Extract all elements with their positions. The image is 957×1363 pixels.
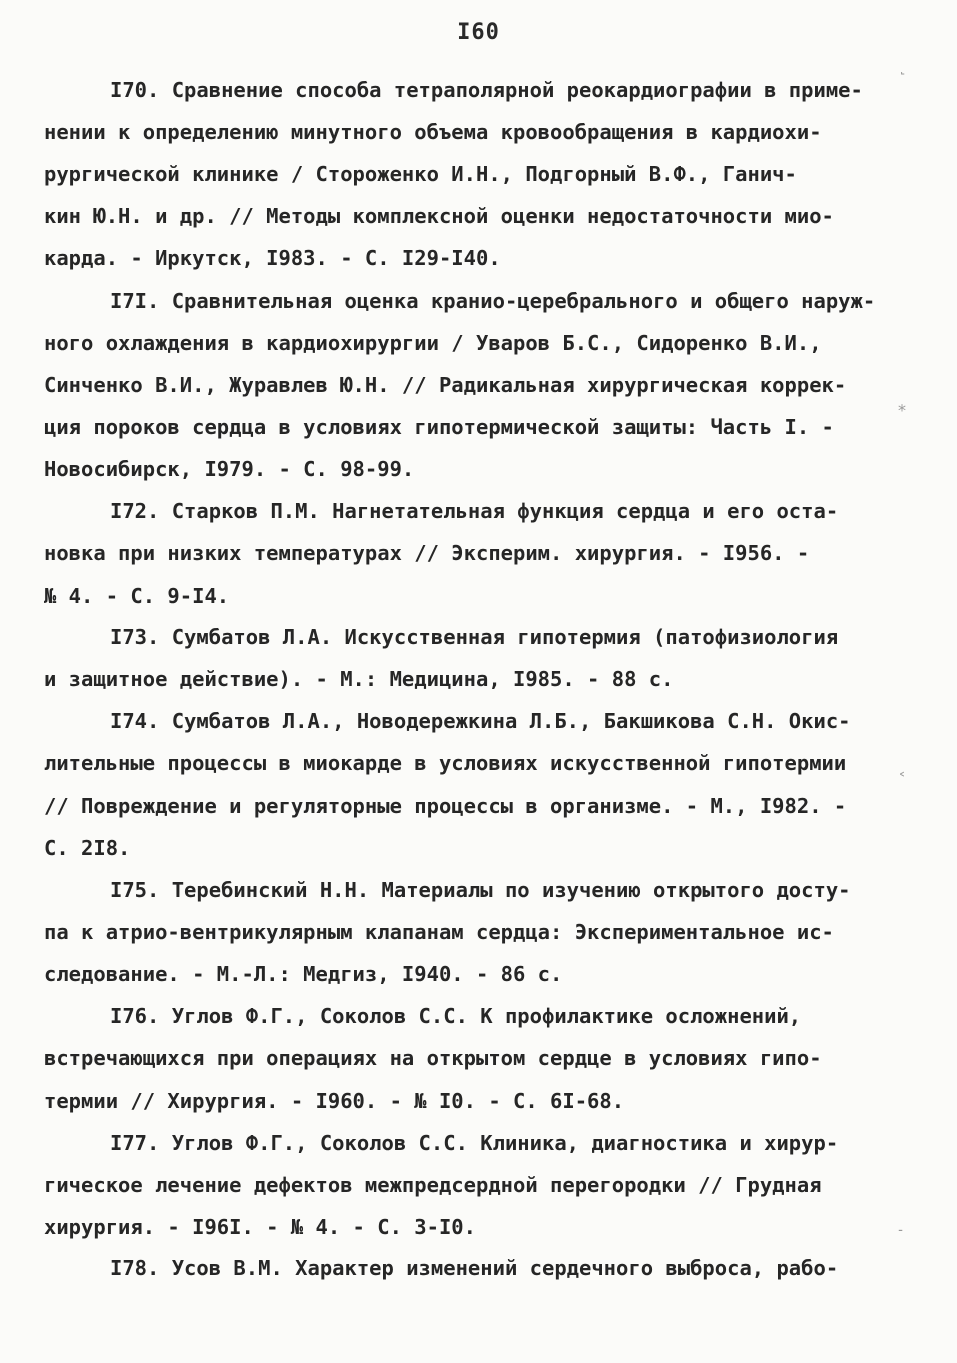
reference-line: I72. Старков П.М. Нагнетательная функция сердца и его оста- (110, 499, 839, 523)
reference-line: рургической клинике / Стороженко И.Н., Подгорный В.Ф., Ганич- (44, 162, 797, 186)
margin-mark-icon: ˂ (898, 770, 906, 789)
reference-line: I70. Сравнение способа тетраполярной реокардиографии в приме- (110, 78, 863, 102)
reference-line: следование. - М.-Л.: Медгиз, I940. - 86 с. (44, 962, 563, 986)
reference-line: // Повреждение и регуляторные процессы в организме. - М., I982. - (44, 794, 847, 818)
reference-line: лительные процессы в миокарде в условиях искусственной гипотермии (44, 751, 847, 775)
reference-line: № 4. - С. 9-I4. (44, 584, 230, 608)
reference-line: и защитное действие). - М.: Медицина, I985. - 88 с. (44, 667, 674, 691)
reference-line: I78. Усов В.М. Характер изменений сердечного выброса, рабо- (110, 1256, 839, 1280)
reference-line: ного охлаждения в кардиохирургии / Уваров Б.С., Сидоренко В.И., (44, 331, 822, 355)
reference-line: I75. Теребинский Н.Н. Материалы по изучению открытого досту- (110, 878, 851, 902)
reference-line: С. 2I8. (44, 836, 131, 860)
margin-mark-icon: ˗ (898, 1220, 904, 1239)
reference-line: гическое лечение дефектов межпредсердной перегородки // Грудная (44, 1173, 822, 1197)
margin-mark-icon: ⁎ (898, 396, 906, 415)
reference-line: карда. - Иркутск, I983. - С. I29-I40. (44, 246, 501, 270)
reference-line: встречающихся при операциях на открытом сердце в условиях гипо- (44, 1046, 822, 1070)
reference-line: I73. Сумбатов Л.А. Искусственная гипотермия (патофизиология (110, 625, 839, 649)
reference-line: I74. Сумбатов Л.А., Новодережкина Л.Б., Бакшикова С.Н. Окис- (110, 709, 851, 733)
reference-line: кин Ю.Н. и др. // Методы комплексной оценки недостаточности мио- (44, 204, 834, 228)
reference-line: нении к определению минутного объема кровообращения в кардиохи- (44, 120, 822, 144)
reference-line: I7I. Сравнительная оценка кранио-церебрального и общего наруж- (110, 289, 876, 313)
reference-line: термии // Хирургия. - I960. - № I0. - С. 6I-68. (44, 1089, 625, 1113)
page-number: I60 (457, 20, 500, 45)
reference-line: Новосибирск, I979. - С. 98-99. (44, 457, 415, 481)
reference-line: хирургия. - I96I. - № 4. - С. 3-I0. (44, 1215, 476, 1239)
reference-line: па к атрио-вентрикулярным клапанам сердца: Экспериментальное ис- (44, 920, 834, 944)
reference-line: I77. Углов Ф.Г., Соколов С.С. Клиника, диагностика и хирур- (110, 1131, 839, 1155)
reference-line: I76. Углов Ф.Г., Соколов С.С. К профилактике осложнений, (110, 1004, 802, 1028)
reference-line: ция пороков сердца в условиях гипотермической защиты: Часть I. - (44, 415, 834, 439)
reference-line: Синченко В.И., Журавлев Ю.Н. // Радикальная хирургическая коррек- (44, 373, 847, 397)
reference-line: новка при низких температурах // Эксперим. хирургия. - I956. - (44, 541, 810, 565)
margin-mark-icon: ˻ (900, 56, 906, 75)
